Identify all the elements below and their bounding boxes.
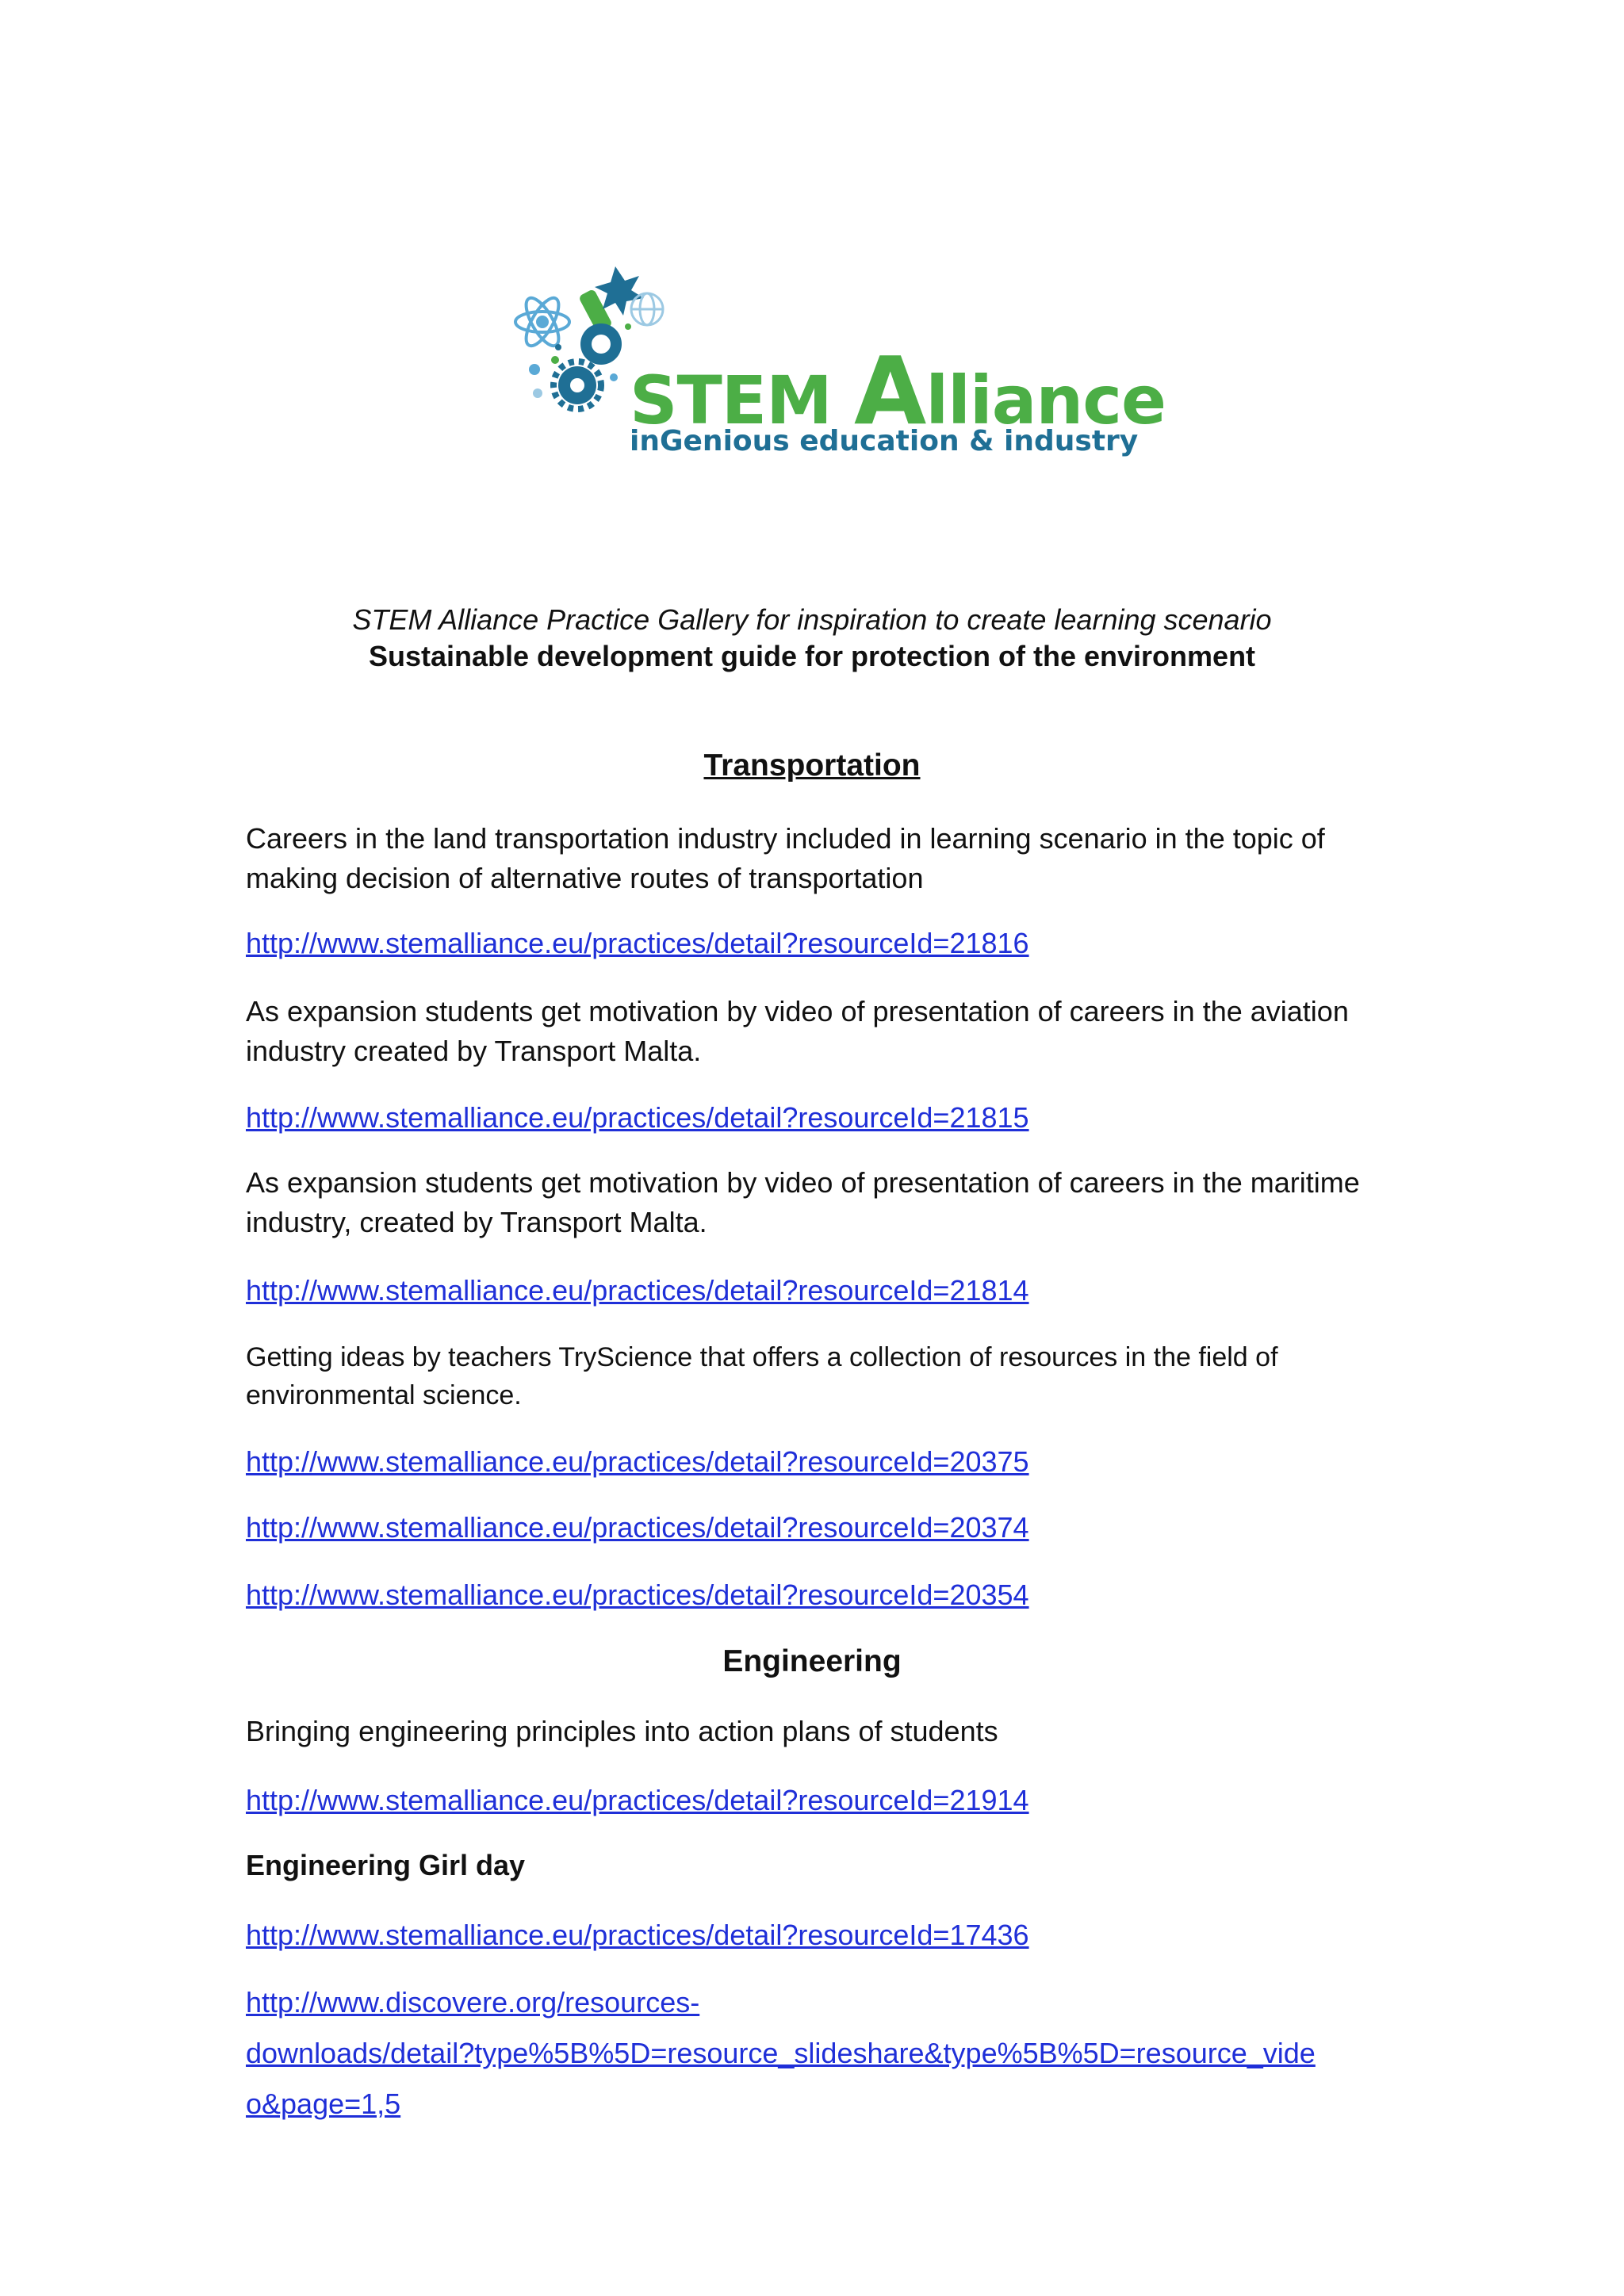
document-subtitle: STEM Alliance Practice Gallery for inspiration to create learning scenario [352,603,1272,636]
gear-icon [553,362,601,409]
transportation-paragraph-2: As expansion students get motivation by video of presentation of careers in the aviation industry created by Transport Malta. [246,995,1349,1067]
globe-icon [631,293,663,325]
logo-wordmark-prefix: STEM [630,362,855,439]
logo-tagline: inGenious education & industry [630,425,1139,457]
section-heading-transportation: Transportation [703,748,921,783]
transportation-link-3[interactable]: http://www.stemalliance.eu/practices/detail?resourceId=21814 [246,1274,1029,1307]
transportation-link-2[interactable]: http://www.stemalliance.eu/practices/detail?resourceId=21815 [246,1101,1029,1134]
section-heading-engineering: Engineering [722,1644,902,1678]
transportation-link-6[interactable]: http://www.stemalliance.eu/practices/detail?resourceId=20354 [246,1578,1029,1611]
transportation-link-5[interactable]: http://www.stemalliance.eu/practices/detail?resourceId=20374 [246,1511,1029,1544]
document-title: Sustainable development guide for protection of the environment [368,640,1256,672]
transportation-link-1[interactable]: http://www.stemalliance.eu/practices/detail?resourceId=21816 [246,927,1029,959]
logo-wordmark-big-a: A [854,336,926,446]
transportation-paragraph-1: Careers in the land transportation industry included in learning scenario in the topic of making decision of alternative routes of transportation [246,822,1325,894]
atom-icon [515,293,569,350]
engineering-link-1[interactable]: http://www.stemalliance.eu/practices/detail?resourceId=21914 [246,1784,1029,1816]
engineering-link-3-line-2: downloads/detail?type%5B%5D=resource_slideshare&type%5B%5D=resource_vide [246,2037,1316,2069]
transportation-link-4[interactable]: http://www.stemalliance.eu/practices/detail?resourceId=20375 [246,1445,1029,1478]
engineering-paragraph-1: Bringing engineering principles into action plans of students [246,1715,998,1747]
stem-alliance-logo [504,258,1166,473]
logo-wordmark-rest: lliance [925,362,1166,439]
transportation-paragraph-3: As expansion students get motivation by video of presentation of careers in the maritime industry, created by Transport Malta. [246,1166,1360,1238]
transportation-paragraph-4: Getting ideas by teachers TryScience that offers a collection of resources in the field of environmental science. [246,1342,1278,1410]
engineering-link-3-line-1: http://www.discovere.org/resources- [246,1986,700,2019]
engineering-link-3[interactable] [246,1977,1388,2130]
engineering-girl-day-label: Engineering Girl day [246,1849,526,1881]
engineering-link-3-line-3: o&page=1,5 [246,2087,401,2120]
engineering-link-2[interactable]: http://www.stemalliance.eu/practices/detail?resourceId=17436 [246,1919,1029,1951]
